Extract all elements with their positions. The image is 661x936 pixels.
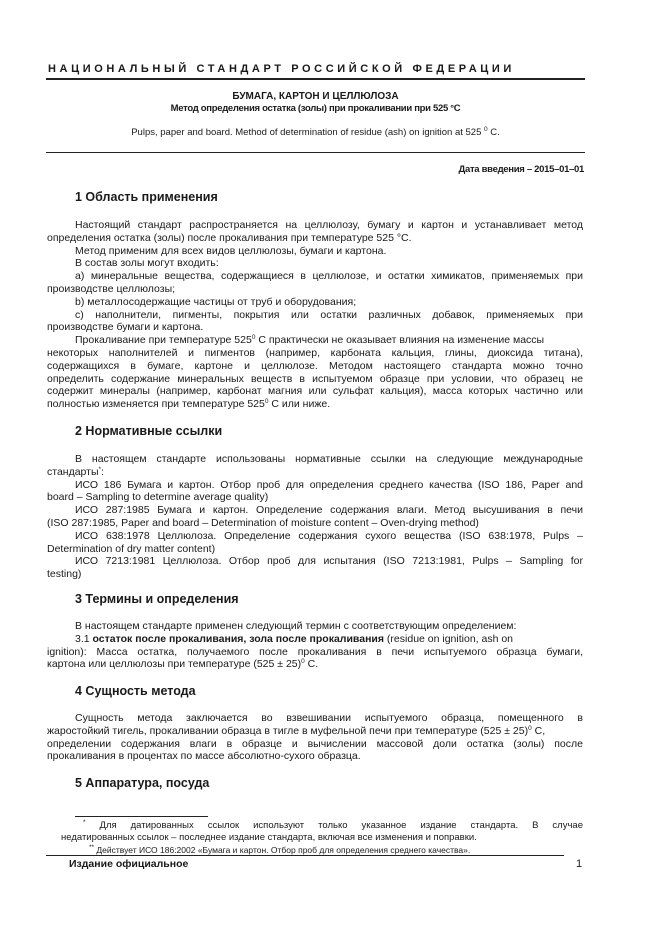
edition-label: Издание официальное	[69, 858, 189, 870]
s3-term-number: 3.1	[75, 632, 93, 645]
s2-ref-4-line2: testing)	[47, 568, 82, 581]
document-title: БУМАГА, КАРТОН И ЦЕЛЛЮЛОЗА	[232, 91, 399, 102]
footnotes	[61, 819, 583, 855]
s3-term-line3-a: картона или целлюлозы при температуре (525 ± 25)	[47, 658, 302, 671]
s4-line4: прокаливания в процентах по массе абсолютно-сухого образца.	[47, 750, 361, 763]
section-2-body	[47, 453, 583, 581]
s2-ref-3-line1: ИСО 638:1978 Целлюлоза. Определение содержания сухого вещества (ISO 638:1978, Pulps –	[75, 529, 583, 542]
section-5-heading: 5 Аппаратура, посуда	[75, 776, 210, 790]
footnote-2-text: Действует ИСО 186:2002 «Бумага и картон. Отбор проб для определения среднего качества».	[94, 845, 471, 855]
s2-ref-1-line1: ИСО 186 Бумага и картон. Отбор проб для определения среднего качества (ISO 186, Paper and	[75, 478, 583, 491]
s2-p1-line2-b: :	[101, 465, 104, 478]
s4-degree: 0	[528, 724, 532, 732]
s1-item-c-line1: с) наполнители, пигменты, покрытия или остатки различных добавок, применяемых при	[75, 308, 583, 321]
footnote-2-mark: **	[89, 844, 95, 851]
s3-term-line1	[75, 633, 583, 646]
section-3-body	[47, 620, 583, 671]
s3-term-line3	[47, 658, 583, 671]
footnote-1-line2: недатированных ссылок – последнее издание стандарта, включая все изменения и поправки.	[61, 832, 477, 843]
header-rule	[46, 78, 585, 80]
introduction-date: Дата введения – 2015–01–01	[458, 164, 584, 175]
s2-ref-1-line2: board – Sampling to determine average quality)	[47, 491, 269, 504]
s1-p2: Метод применим для всех видов целлюлозы, бумаги и картона.	[75, 244, 387, 257]
s1-item-a-line2: производстве целлюлозы;	[47, 282, 176, 295]
footnote-2	[75, 844, 583, 855]
section-1-heading: 1 Область применения	[75, 190, 218, 204]
s4-line2-a: жаростойкий тигель, прокаливании образца в тигле в муфельной печи при температуре (525 ± 25)	[47, 724, 529, 737]
s2-p1-line1: В настоящем стандарте использованы нормативные ссылки на следующие международные	[75, 453, 583, 465]
english-title	[46, 127, 585, 138]
s1-p4-line4: определить содержание минеральных веществ в испытуемом образце при условии, что образец не	[47, 372, 583, 385]
s3-term-name: остаток после прокаливания, зола после прокаливания	[92, 632, 385, 645]
footnote-1-mark: *	[83, 819, 86, 826]
s2-ref-2-line2: (ISO 287:1985, Paper and board – Determination of moisture content – Oven-drying method)	[47, 516, 479, 529]
s1-p4-line1	[75, 334, 583, 347]
s3-term-line3-b: С.	[304, 658, 319, 671]
s3-term-degree: 0	[301, 658, 305, 666]
footnote-1-text: Для датированных ссылок используют только указанное издание стандарта. В случае	[85, 820, 583, 831]
s1-p4-line6-a: полностью изменяется при температуре 525	[47, 398, 265, 411]
section-4-body	[47, 712, 583, 763]
s2-footnote-mark: *	[98, 465, 102, 473]
footer-rule	[46, 855, 564, 856]
section-3-heading: 3 Термины и определения	[75, 592, 239, 606]
s1-p4-line6	[47, 398, 583, 411]
s1-p1-line2: определения остатка (золы) после прокаливания при температуре 525 °С.	[47, 231, 412, 244]
section-1-body	[47, 219, 583, 411]
s2-p1-line2	[47, 466, 583, 479]
footnote-1-line1	[75, 820, 583, 832]
s3-term-line2: ignition): Масса остатка, получаемого после прокаливания в печи испытуемого образца бумаги,	[47, 645, 583, 658]
english-title-text: Pulps, paper and board. Method of determination of residue (ash) on ignition at 525	[131, 127, 484, 138]
english-title-degree: 0	[484, 126, 488, 133]
title-rule	[46, 152, 585, 153]
document-subtitle: Метод определения остатка (золы) при прокаливании при 525 °С	[170, 103, 461, 114]
s2-p1-line2-a: стандарты	[47, 465, 99, 478]
s2-ref-2-line1: ИСО 287:1985 Бумага и картон. Определение содержания влаги. Метод высушивания в печи	[75, 504, 583, 517]
footnote-rule	[75, 816, 208, 817]
s1-p4-line5: содержит минералы (например, карбонат магния или сульфат кальция), масса которых частично или	[47, 385, 583, 398]
s1-p4-line2: некоторых наполнителей и пигментов (например, карбоната кальция, глины, диоксида титана),	[47, 346, 583, 359]
s1-p1-line1: Настоящий стандарт распространяется на целлюлозу, бумагу и картон и устанавливает метод	[75, 219, 583, 231]
s1-item-a-line1: а) минеральные вещества, содержащиеся в целлюлозе, и остатки химикатов, применяемых при	[75, 270, 583, 283]
s2-ref-4-line1: ИСО 7213:1981 Целлюлоза. Отбор проб для испытания (ISO 7213:1981, Pulps – Sampling for	[75, 555, 583, 568]
s1-p4-degree-2: 0	[264, 398, 269, 406]
s1-p3: В состав золы могут входить:	[75, 257, 219, 270]
s4-line3: определении содержания влаги в образце и вычислении массовой доли остатка (золы) после	[47, 737, 583, 750]
s4-line2-b: С,	[531, 724, 546, 737]
s4-line1: Сущность метода заключается во взвешивании испытуемого образца, помещенного в	[75, 712, 583, 724]
s3-term-english: (residue on ignition, ash on	[384, 632, 514, 645]
s1-item-c-line2: производстве бумаги и картона.	[47, 321, 204, 334]
s4-line2	[47, 725, 583, 738]
page-number: 1	[576, 858, 583, 870]
s1-p4-line6-b: С или ниже.	[268, 398, 331, 411]
standard-header: НАЦИОНАЛЬНЫЙ СТАНДАРТ РОССИЙСКОЙ ФЕДЕРАЦИИ	[48, 63, 515, 75]
s1-item-b: b) металлосодержащие частицы от труб и оборудования;	[75, 295, 357, 308]
s1-p4-line1-a: Прокаливание при температуре 525	[75, 334, 252, 347]
section-4-heading: 4 Сущность метода	[75, 684, 196, 698]
english-title-unit: C.	[487, 127, 500, 138]
s1-p4-line1-b: С практически не оказывает влияния на изменение массы	[255, 334, 545, 347]
s1-p4-line3: содержащихся в бумаге, картоне и целлюлозе. Методом настоящего стандарта можно точно	[47, 359, 583, 372]
s2-ref-3-line2: Determination of dry matter content)	[47, 542, 216, 555]
s3-p1: В настоящем стандарте применен следующий термин с соответствующим определением:	[75, 620, 517, 632]
s1-p4-degree-1: 0	[251, 334, 256, 342]
section-2-heading: 2 Нормативные ссылки	[75, 424, 223, 438]
